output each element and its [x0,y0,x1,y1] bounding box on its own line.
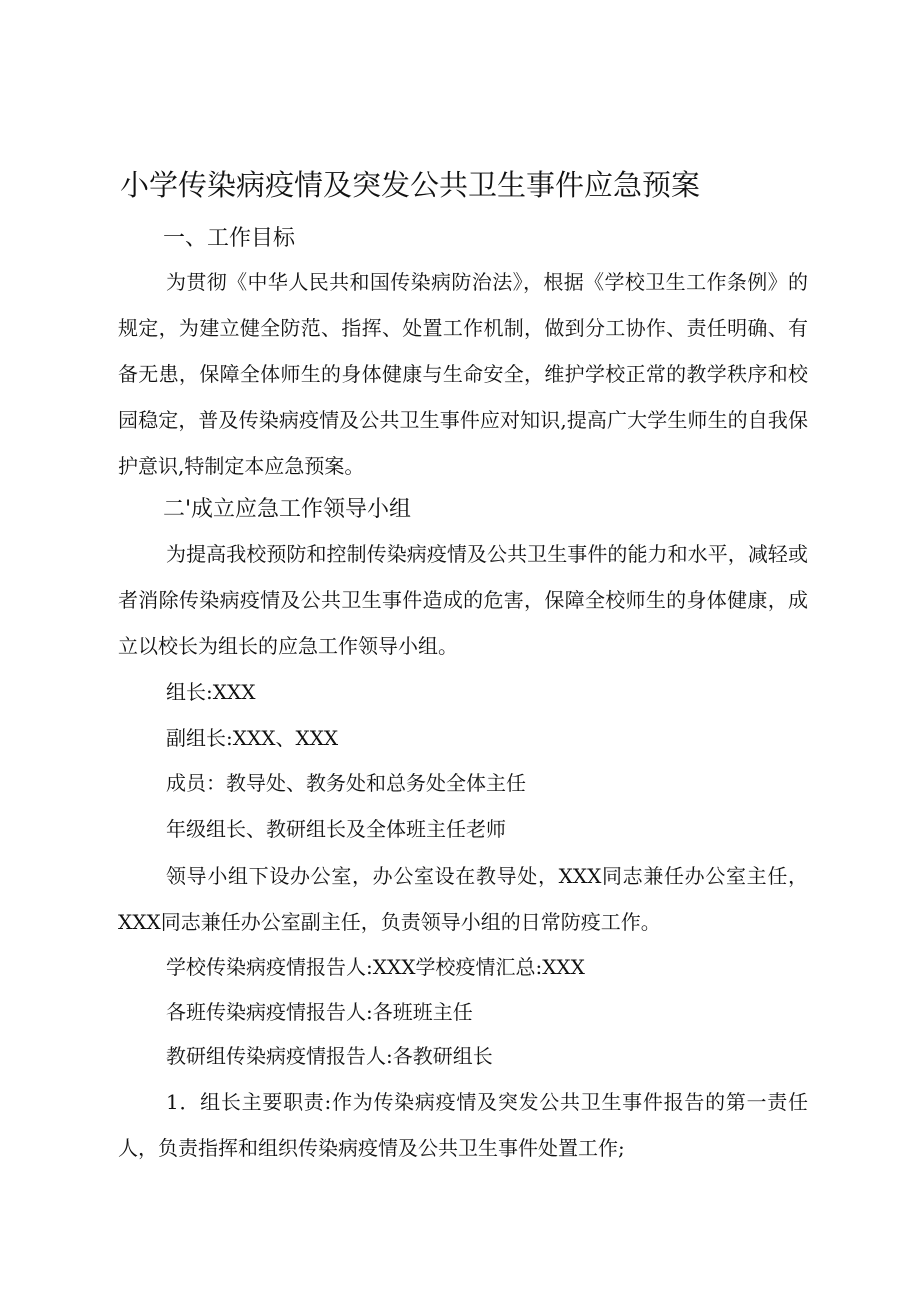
office-paragraph: 领导小组下设办公室，办公室设在教导处，XXX同志兼任办公室主任，XXX同志兼任办公室副主任，负责领导小组的日常防疫工作。 [118,864,808,934]
duty-item-1: 1．组长主要职责:作为传染病疫情及突发公共卫生事件报告的第一责任人，负责指挥和组织传染病疫情及公共卫生事件处置工作; [118,1090,808,1160]
members-continued-line: 年级组长、教研组长及全体班主任老师 [166,817,506,841]
deputy-leader-line: 副组长:XXX、XXX [166,726,339,750]
section-heading-goals: 一、工作目标 [163,226,296,251]
document-title: 小学传染病疫情及突发公共卫生事件应急预案 [120,168,701,202]
section-body-goals: 为贯彻《中华人民共和国传染病防治法》，根据《学校卫生工作条例》的规定，为建立健全防范、指挥、处置工作机制，做到分工协作、责任明确、有备无患，保障全体师生的身体健康与生命安全，维护学校正常的教学秩序和校园稳定，普及传染病疫情及公共卫生事件应对知识,提高广大学生师生的自我保护意识,特制定本应急预案。 [118,270,808,478]
members-line: 成员：教导处、教务处和总务处全体主任 [166,771,526,795]
group-reporter-line: 教研组传染病疫情报告人:各教研组长 [166,1044,493,1068]
section-heading-leadership-group: 二'成立应急工作领导小组 [163,497,412,522]
class-reporter-line: 各班传染病疫情报告人:各班班主任 [166,1000,473,1024]
school-reporter-line: 学校传染病疫情报告人:XXX学校疫情汇总:XXX [166,955,585,979]
leader-line: 组长:XXX [166,680,256,704]
section-body-leadership-group: 为提高我校预防和控制传染病疫情及公共卫生事件的能力和水平，减轻或者消除传染病疫情及公共卫生事件造成的危害，保障全校师生的身体健康，成立以校长为组长的应急工作领导小组。 [118,542,808,658]
